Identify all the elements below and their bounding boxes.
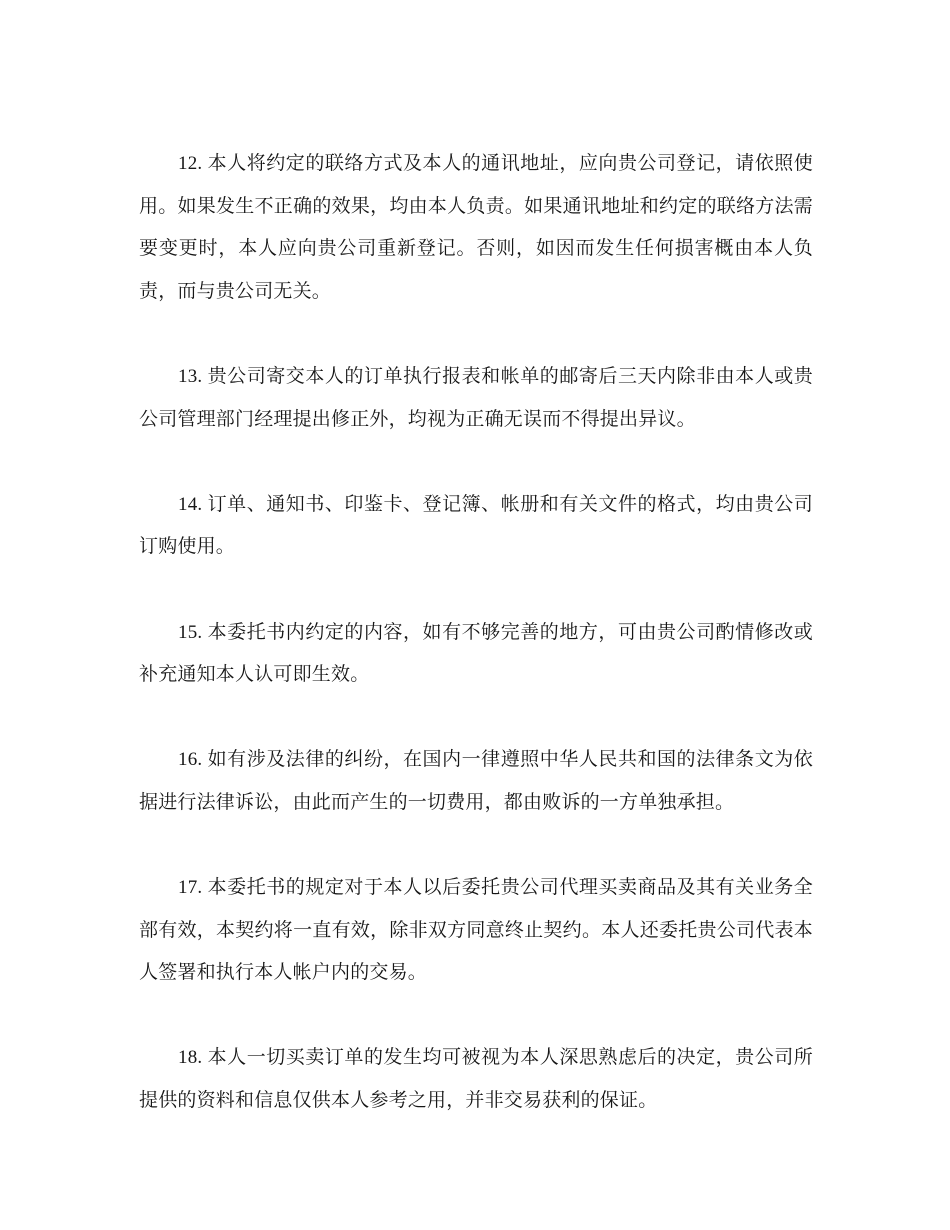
clause-paragraph-14: 14. 订单、通知书、印鉴卡、登记簿、帐册和有关文件的格式，均由贵公司订购使用。: [139, 493, 813, 558]
document-body: [139, 143, 813, 1123]
clause-paragraph-15: 15. 本委托书内约定的内容，如有不够完善的地方，可由贵公司酌情修改或补充通知本人认可即生效。: [139, 621, 813, 686]
clause-paragraph-12: 12. 本人将约定的联络方式及本人的通讯地址，应向贵公司登记，请依照使用。如果发生不正确的效果，均由本人负责。如果通讯地址和约定的联络方法需要变更时，本人应向贵公司重新登记。否则，如因而发生任何损害概由本人负责，而与贵公司无关。: [139, 153, 813, 302]
clause-paragraph-16: 16. 如有涉及法律的纠纷，在国内一律遵照中华人民共和国的法律条文为依据进行法律诉讼，由此而产生的一切费用，都由败诉的一方单独承担。: [139, 749, 813, 813]
clause-paragraph-17: 17. 本委托书的规定对于本人以后委托贵公司代理买卖商品及其有关业务全部有效，本契约将一直有效，除非双方同意终止契约。本人还委托贵公司代表本人签署和执行本人帐户内的交易。: [139, 877, 813, 984]
clause-paragraph-18: 18. 本人一切买卖订单的发生均可被视为本人深思熟虑后的决定，贵公司所提供的资料和信息仅供本人参考之用，并非交易获利的保证。: [139, 1047, 813, 1112]
clause-paragraph-13: 13. 贵公司寄交本人的订单执行报表和帐单的邮寄后三天内除非由本人或贵公司管理部门经理提出修正外，均视为正确无误而不得提出异议。: [139, 365, 813, 430]
